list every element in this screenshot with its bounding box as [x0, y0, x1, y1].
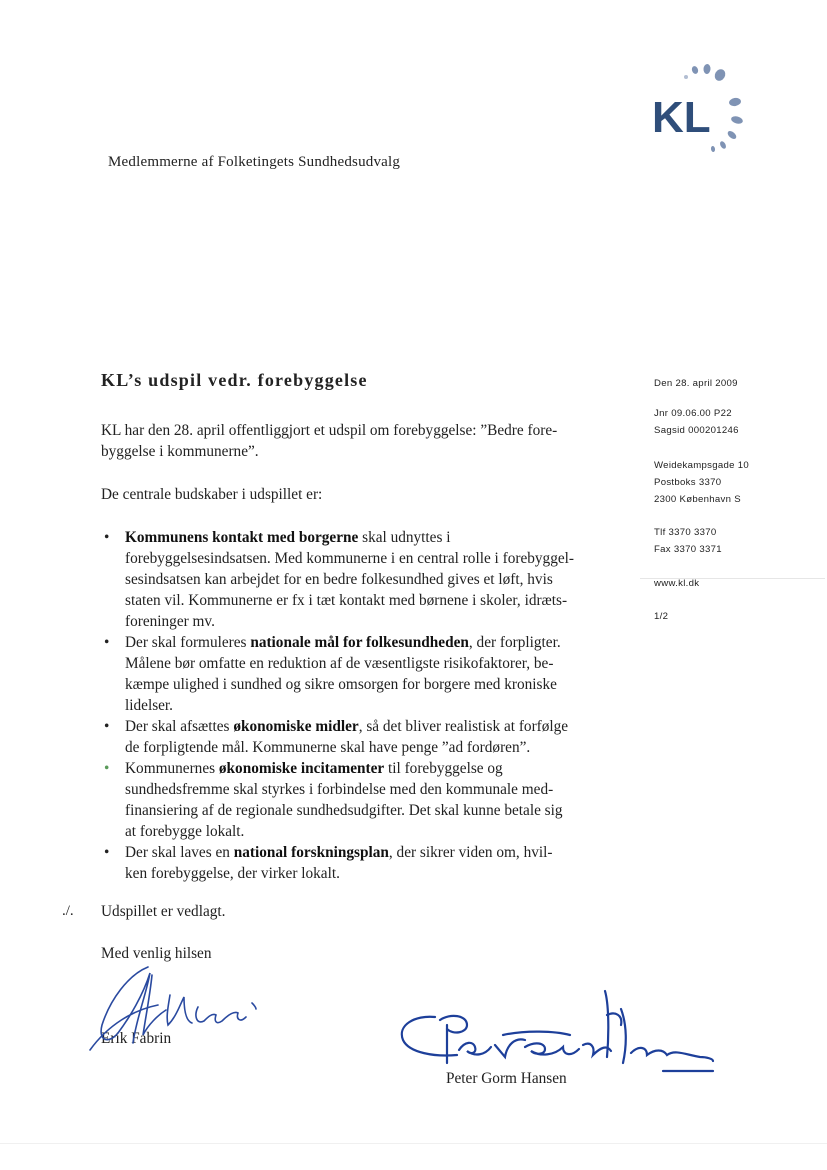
- list-item: [101, 632, 611, 716]
- sidebar-sagsid: Sagsid 000201246: [654, 425, 739, 436]
- sidebar-tlf: Tlf 3370 3370: [654, 527, 717, 538]
- bullet-text: Kommunernes: [125, 760, 219, 777]
- list-item: [101, 716, 611, 758]
- paragraph-line: KL har den 28. april offentliggjort et udspil om forebyggelse: ”Bedre fore-: [101, 422, 558, 439]
- bullet-text: , der forpligter.: [468, 634, 561, 651]
- bullet-text: skal udnyttes i: [358, 529, 451, 546]
- closing-salutation: Med venlig hilsen: [101, 945, 212, 962]
- bullet-text: finansiering af de regionale sundhedsudgifter. Det skal kunne betale sig: [125, 802, 563, 819]
- bullet-text: de forpligtende mål. Kommunerne skal have penge ”ad fordøren”.: [125, 739, 531, 756]
- list-item: [101, 527, 611, 632]
- sidebar-date: Den 28. april 2009: [654, 378, 738, 389]
- address-line: Postboks 3370: [654, 477, 722, 488]
- bullet-highlight: Kommunens kontakt med borgerne: [125, 529, 359, 546]
- signatory-name-1: Erik Fabrin: [101, 1030, 172, 1047]
- recipient: Medlemmerne af Folketingets Sundhedsudvalg: [108, 154, 401, 170]
- sidebar-phone: [654, 524, 722, 558]
- signature-erik-fabrin: [88, 955, 278, 1055]
- page-bottom-edge: [0, 1143, 827, 1144]
- key-messages-list: [101, 527, 611, 884]
- sidebar-web-link[interactable]: www.kl.dk: [654, 578, 700, 589]
- list-item: [101, 842, 611, 884]
- bullet-text: staten vil. Kommunerne er fx i tæt kontakt med børnene i skoler, idræts-: [125, 592, 568, 609]
- signatory-name-2: Peter Gorm Hansen: [446, 1070, 567, 1087]
- enclosure-marker: ./.: [62, 903, 74, 919]
- bullet-highlight: nationale mål for folkesundheden: [250, 634, 469, 651]
- bullet-text: foreninger mv.: [125, 613, 215, 630]
- logo-text: KL: [652, 93, 711, 142]
- bullet-text: Der skal formuleres: [125, 634, 251, 651]
- lead-paragraph: De centrale budskaber i udspillet er:: [101, 486, 323, 503]
- bullet-text: ken forebyggelse, der virker lokalt.: [125, 865, 340, 882]
- bullet-text: Målene bør omfatte en reduktion af de væsentligste risikofaktorer, be-: [125, 655, 554, 672]
- bullet-text: til forebyggelse og: [384, 760, 503, 777]
- bullet-text: at forebygge lokalt.: [125, 823, 245, 840]
- sidebar-address: [654, 457, 749, 508]
- paragraph-line: byggelse i kommunerne”.: [101, 443, 259, 460]
- sidebar-fax: Fax 3370 3371: [654, 544, 722, 555]
- bullet-text: sesindsatsen kan arbejdet for en bedre folkesundhed gives et løft, hvis: [125, 571, 553, 588]
- intro-paragraph: [101, 420, 611, 462]
- signature-peter-gorm-hansen: [395, 985, 715, 1080]
- bullet-highlight: økonomiske midler: [233, 718, 359, 735]
- bullet-text: sundhedsfremme skal styrkes i forbindelse med den kommunale med-: [125, 781, 554, 798]
- sidebar-jnr: Jnr 09.06.00 P22: [654, 408, 732, 419]
- bullet-text: Der skal laves en: [125, 844, 234, 861]
- sidebar-reference: [654, 405, 739, 439]
- address-line: 2300 København S: [654, 494, 741, 505]
- bullet-highlight: økonomiske incitamenter: [218, 760, 385, 777]
- bullet-text: kæmpe ulighed i sundhed og sikre omsorgen for borgere med kroniske: [125, 676, 557, 693]
- bullet-text: lidelser.: [125, 697, 174, 714]
- bullet-text: , så det bliver realistisk at forfølge: [358, 718, 569, 735]
- bullet-text: forebyggelsesindsatsen. Med kommunerne i en central rolle i forebyggel-: [125, 550, 574, 567]
- letter-title: KL’s udspil vedr. forebyggelse: [101, 370, 368, 390]
- enclosure-note: Udspillet er vedlagt.: [101, 903, 226, 920]
- list-item: [101, 758, 611, 842]
- page-number: 1/2: [654, 611, 669, 622]
- kl-logo: [648, 60, 758, 160]
- address-line: Weidekampsgade 10: [654, 460, 750, 471]
- bullet-text: Der skal afsættes: [125, 718, 234, 735]
- bullet-text: , der sikrer viden om, hvil-: [388, 844, 553, 861]
- bullet-highlight: national forskningsplan: [233, 844, 389, 861]
